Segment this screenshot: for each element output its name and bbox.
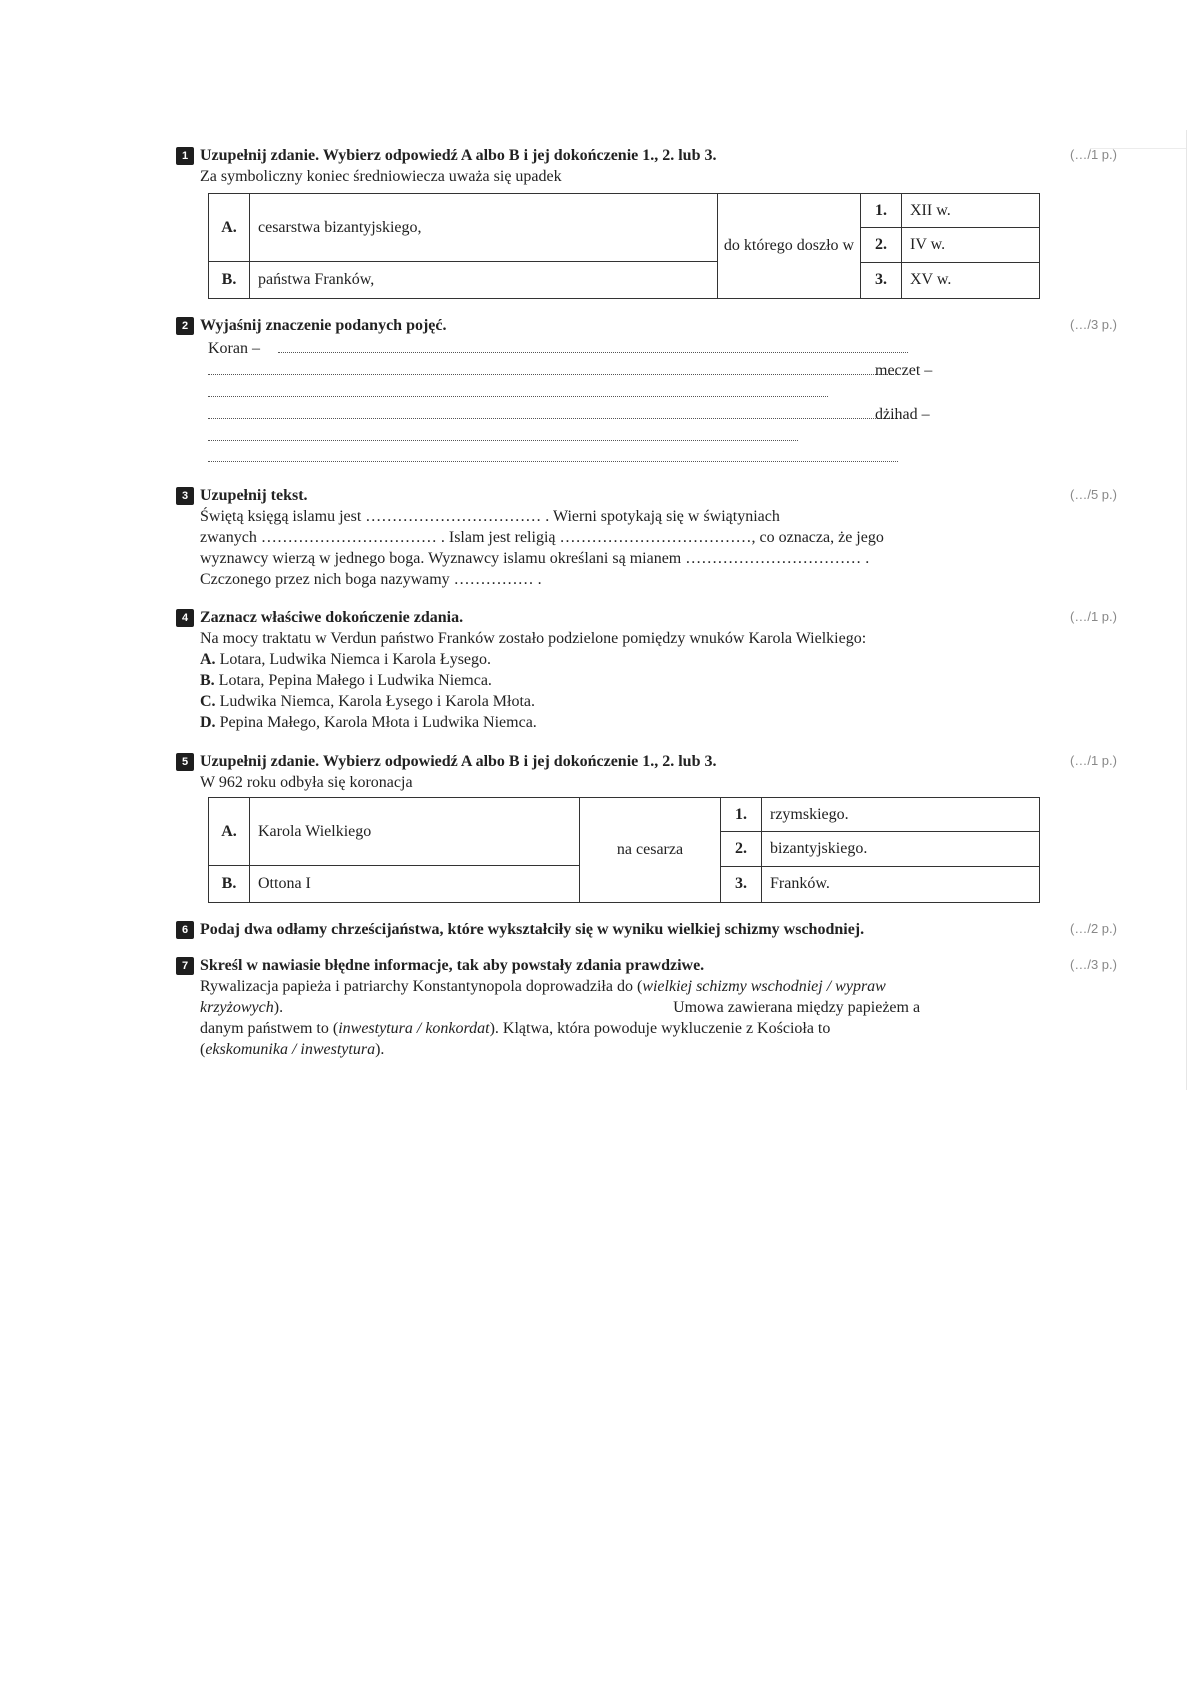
ending-label: 1. [721, 798, 762, 832]
answer-text: Lotara, Ludwika Niemca i Karola Łysego. [219, 651, 492, 668]
task-3 [176, 486, 1136, 590]
ending-text: Franków. [762, 866, 1040, 902]
task-instruction: Uzupełnij zdanie. Wybierz odpowiedź A albo B i jej dokończenie 1., 2. lub 3. [200, 147, 717, 164]
task-5 [176, 752, 1136, 793]
ending-text: rzymskiego. [762, 798, 1040, 832]
task-number-badge: 6 [176, 921, 194, 939]
option-text: państwa Franków, [250, 262, 718, 299]
answer-label: D. [200, 714, 216, 731]
task-lead: Na mocy traktatu w Verdun państwo Franków zostało podzielone pomiędzy wnuków Karola Wielkiego: [200, 630, 867, 647]
answer-text: Pepina Małego, Karola Młota i Ludwika Niemca. [219, 714, 537, 731]
choice-table-5 [208, 797, 1040, 903]
task-instruction: Podaj dwa odłamy chrześcijaństwa, które wykształciły się w wyniku wielkiej schizmy wschodniej. [200, 921, 865, 938]
ending-text: XII w. [902, 194, 1040, 228]
table-connector: do którego doszło w [718, 194, 861, 299]
sentence-text: ). [375, 1041, 385, 1058]
option-label: A. [209, 194, 250, 262]
answer-label: B. [200, 672, 215, 689]
task-1 [176, 146, 1136, 187]
task-number-badge: 1 [176, 147, 194, 165]
answer-text: Lotara, Pepina Małego i Ludwika Niemca. [218, 672, 492, 689]
sentence-text: ( [200, 1041, 206, 1058]
bracket-options[interactable]: ekskomunika / inwestytura [205, 1041, 376, 1058]
points-marker: (…/2 p.) [1070, 921, 1117, 936]
answer-line[interactable] [208, 418, 898, 419]
term-label: Koran – [208, 340, 260, 357]
option-text: Ottona I [250, 866, 580, 903]
points-marker: (…/5 p.) [1070, 487, 1117, 502]
ending-label: 1. [861, 194, 902, 228]
task-lead: Za symboliczny koniec średniowiecza uważa się upadek [200, 168, 562, 185]
text-line [200, 1039, 1136, 1060]
task-2 [176, 316, 1136, 336]
task-4 [176, 608, 1136, 733]
task-number-badge: 5 [176, 753, 194, 771]
answer-line[interactable] [208, 461, 898, 462]
option-text: Karola Wielkiego [250, 798, 580, 866]
task-number-badge: 3 [176, 487, 194, 505]
answer-label: A. [200, 651, 216, 668]
points-marker: (…/1 p.) [1070, 147, 1117, 162]
answer-option-c[interactable] [200, 691, 1136, 712]
option-label: A. [209, 798, 250, 866]
term-label: dżihad – [875, 406, 930, 423]
points-marker: (…/3 p.) [1070, 957, 1117, 972]
sentence-text: ). Klątwa, która powoduje wykluczenie z Kościoła to [489, 1020, 831, 1037]
sentence-text: danym państwem to ( [200, 1020, 339, 1037]
task-lead: W 962 roku odbyła się koronacja [200, 774, 413, 791]
text-line: Czczonego przez nich boga nazywamy …………… . [200, 571, 542, 588]
ending-label: 3. [861, 262, 902, 298]
page-edge [1186, 130, 1187, 1090]
answer-option-b[interactable] [200, 670, 1136, 691]
ending-text: IV w. [902, 228, 1040, 262]
bracket-options[interactable]: krzyżowych [200, 999, 274, 1016]
answer-line[interactable] [208, 374, 898, 375]
bracket-options[interactable]: inwestytura / konkordat [338, 1020, 490, 1037]
ending-label: 2. [861, 228, 902, 262]
task-instruction: Zaznacz właściwe dokończenie zdania. [200, 609, 464, 626]
task-instruction: Uzupełnij zdanie. Wybierz odpowiedź A albo B i jej dokończenie 1., 2. lub 3. [200, 753, 717, 770]
option-label: B. [209, 262, 250, 299]
task-6 [176, 920, 1136, 940]
task-number-badge: 4 [176, 609, 194, 627]
task-instruction: Uzupełnij tekst. [200, 487, 308, 504]
option-text: cesarstwa bizantyjskiego, [250, 194, 718, 262]
answer-label: C. [200, 693, 216, 710]
answer-line[interactable] [208, 396, 828, 397]
answer-option-a[interactable] [200, 649, 1136, 670]
text-line: wyznawcy wierzą w jednego boga. Wyznawcy islamu określani są mianem …………………………… . [200, 550, 870, 567]
answer-line[interactable] [208, 440, 798, 441]
text-line: Świętą księgą islamu jest …………………………… . Wierni spotykają się w świątyniach [200, 508, 780, 525]
task-number-badge: 2 [176, 317, 194, 335]
term-label: meczet – [875, 362, 933, 379]
points-marker: (…/3 p.) [1070, 317, 1117, 332]
ending-label: 3. [721, 866, 762, 902]
answer-text: Ludwika Niemca, Karola Łysego i Karola Młota. [219, 693, 536, 710]
text-line [200, 976, 1136, 997]
sentence-text: Umowa zawierana między papieżem a [673, 999, 921, 1016]
task-instruction: Skreśl w nawiasie błędne informacje, tak aby powstały zdania prawdziwe. [200, 957, 705, 974]
text-line: zwanych …………………………… . Islam jest religią ………………………………, co oznacza, że jego [200, 529, 884, 546]
text-line [200, 997, 1136, 1018]
answer-option-d[interactable] [200, 712, 1136, 733]
points-marker: (…/1 p.) [1070, 753, 1117, 768]
text-line [200, 1018, 1136, 1039]
bracket-options[interactable]: wielkiej schizmy wschodniej / wypraw [642, 978, 886, 995]
points-marker: (…/1 p.) [1070, 609, 1117, 624]
table-connector: na cesarza [580, 798, 721, 903]
task-instruction: Wyjaśnij znaczenie podanych pojęć. [200, 317, 447, 334]
sentence-text: ). [273, 999, 284, 1016]
choice-table-1 [208, 193, 1040, 299]
answer-line[interactable] [278, 352, 908, 353]
sentence-text: Rywalizacja papieża i patriarchy Konstantynopola doprowadziła do ( [200, 978, 643, 995]
option-label: B. [209, 866, 250, 903]
ending-label: 2. [721, 832, 762, 866]
ending-text: XV w. [902, 262, 1040, 298]
task-7 [176, 956, 1136, 1060]
task-number-badge: 7 [176, 957, 194, 975]
ending-text: bizantyjskiego. [762, 832, 1040, 866]
